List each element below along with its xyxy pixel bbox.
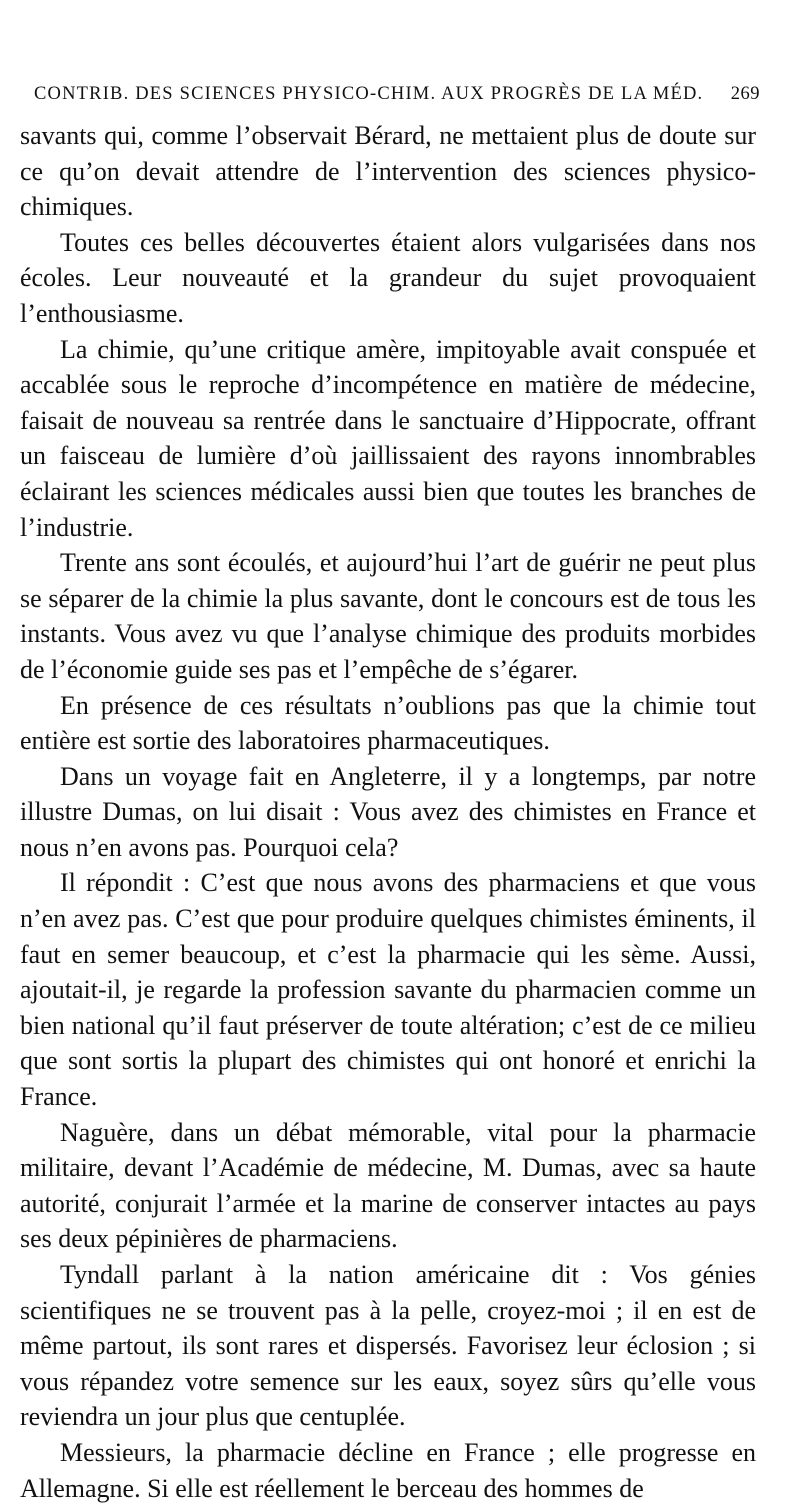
paragraph: En présence de ces résultats n’oublions pas que la chimie tout entière est sortie des laboratoires pharmaceutiques. [20, 690, 756, 756]
paragraph: Il répondit : C’est que nous avons des pharmaciens et que vous n’en avez pas. C’est que pour produire quelques chimistes éminents, il faut en semer beaucoup, et c’est la pharmacie qui les sème. Aussi, ajoutait-il, je regarde la profession savante du pharmacien comme un bien national qu’il faut préserver de toute altération; c’est de ce milieu que sont sortis la plupart des chimistes qui ont honoré et enrichi la France. [20, 868, 756, 1112]
running-title: CONTRIB. DES SCIENCES PHYSICO-CHIM. AUX PROGRÈS DE LA MÉD. [34, 84, 704, 104]
paragraph: Toutes ces belles découvertes étaient alors vulgarisées dans nos écoles. Leur nouveauté et la grandeur du sujet provoquaient l’enthousiasme. [20, 227, 756, 328]
paragraph: Tyndall parlant à la nation américaine dit : Vos génies scientifiques ne se trouvent pas à la pelle, croyez-moi ; il en est de même partout, ils sont rares et dispersés. Favorisez leur éclosion ; si vous répandez votre semence sur les eaux, soyez sûrs qu’elle vous reviendra un jour plus que centuplée. [20, 1260, 756, 1432]
paragraph-continued: savants qui, comme l’observait Bérard, ne mettaient plus de doute sur ce qu’on devait attendre de l’intervention des sciences physico-chimiques. [20, 121, 756, 222]
paragraph: Naguère, dans un débat mémorable, vital pour la pharmacie militaire, devant l’Académie de médecine, M. Dumas, avec sa haute autorité, conjurait l’armée et la marine de conserver intactes au pays ses deux pépinières de pharmaciens. [20, 1117, 756, 1254]
paragraph: Dans un voyage fait en Angleterre, il y a longtemps, par notre illustre Dumas, on lui disait : Vous avez des chimistes en France et nous n’en avons pas. Pourquoi cela? [20, 761, 756, 862]
paragraph: Trente ans sont écoulés, et aujourd’hui l’art de guérir ne peut plus se séparer de la chimie la plus savante, dont le concours est de tous les instants. Vous avez vu que l’analyse chimique des produits morbides de l’économie guide ses pas et l’empêche de s’égarer. [20, 548, 756, 684]
body-text [20, 118, 756, 1506]
running-head [34, 84, 760, 110]
paragraph: La chimie, qu’une critique amère, impitoyable avait conspuée et accablée sous le reproche d’incompétence en matière de médecine, faisait de nouveau sa rentrée dans le sanctuaire d’Hippocrate, offrant un faisceau de lumière d’où jaillissaient des rayons innombrables éclairant les sciences médicales aussi bien que toutes les branches de l’industrie. [20, 334, 756, 542]
page-number: 269 [730, 84, 760, 104]
paragraph: Messieurs, la pharmacie décline en France ; elle progresse en Allemagne. Si elle est réellement le berceau des hommes de [20, 1437, 756, 1503]
